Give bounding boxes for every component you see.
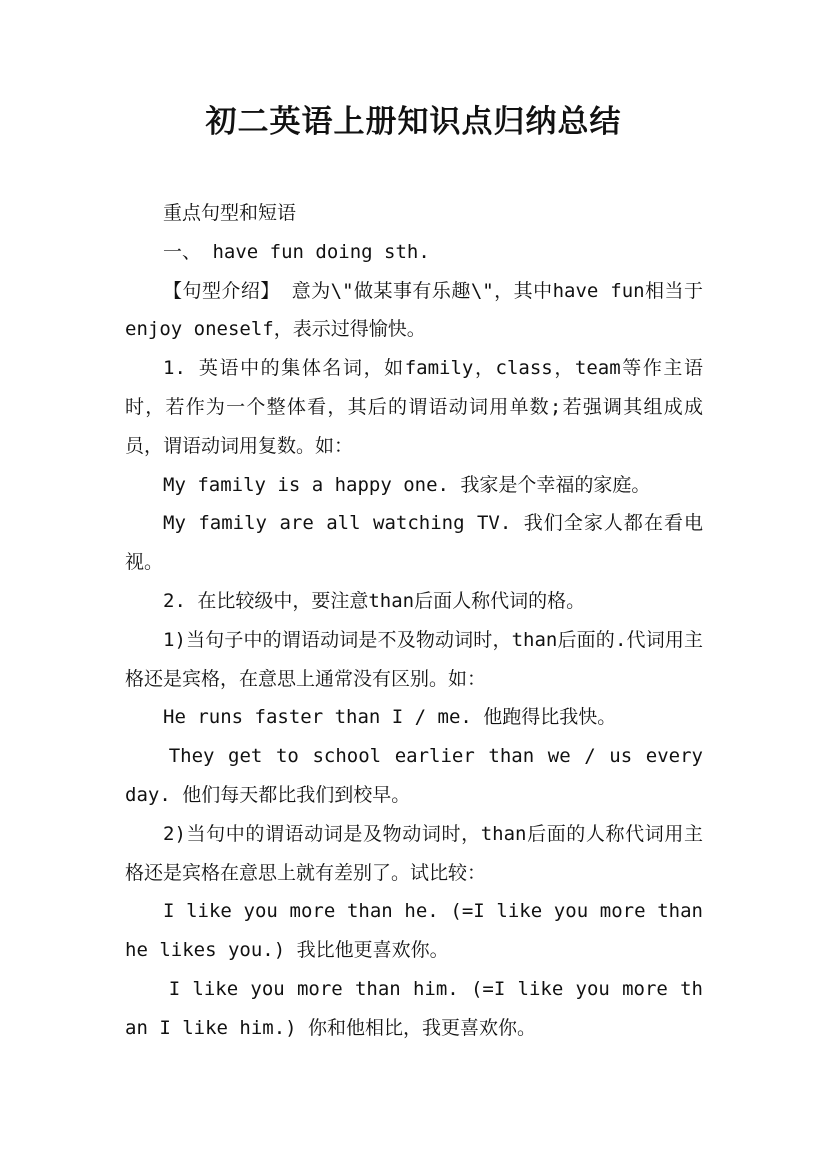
paragraph-rule-1: 1. 英语中的集体名词，如family，class，team等作主语时，若作为一个整体看，其后的谓语动词用单数;若强调其组成成员，谓语动词用复数。如： <box>125 357 703 457</box>
document-title: 初二英语上册知识点归纳总结 <box>205 104 622 140</box>
paragraph-rule-2: 2. 在比较级中，要注意than后面人称代词的格。 <box>163 589 586 612</box>
example-sentence: I like you more than he. (=I like you more than he likes you.) 我比他更喜欢你。 <box>125 900 703 962</box>
example-sentence: My family are all watching TV. 我们全家人都在看电视。 <box>125 512 703 574</box>
paragraph-subrule-2: 2)当句中的谓语动词是及物动词时，than后面的人称代词用主格还是宾格在意思上就有差别了。试比较： <box>125 822 703 884</box>
paragraph-subrule-1: 1)当句子中的谓语动词是不及物动词时，than后面的.代词用主格还是宾格，在意思上通常没有区别。如： <box>125 628 703 690</box>
section-heading: 重点句型和短语 <box>163 202 297 224</box>
example-sentence: They get to school earlier than we / us every day. 他们每天都比我们到校早。 <box>125 745 703 806</box>
document-body <box>125 194 703 1048</box>
example-sentence: He runs faster than I / me. 他跑得比我快。 <box>163 706 617 729</box>
example-sentence: I like you more than him. (=I like you more than I like him.) 你和他相比，我更喜欢你。 <box>125 977 703 1039</box>
paragraph-intro: 【句型介绍】 意为\"做某事有乐趣\"，其中have fun相当于enjoy oneself，表示过得愉快。 <box>125 279 703 341</box>
section-item-title: 一、 have fun doing sth. <box>163 240 430 263</box>
example-sentence: My family is a happy one. 我家是个幸福的家庭。 <box>163 473 651 496</box>
